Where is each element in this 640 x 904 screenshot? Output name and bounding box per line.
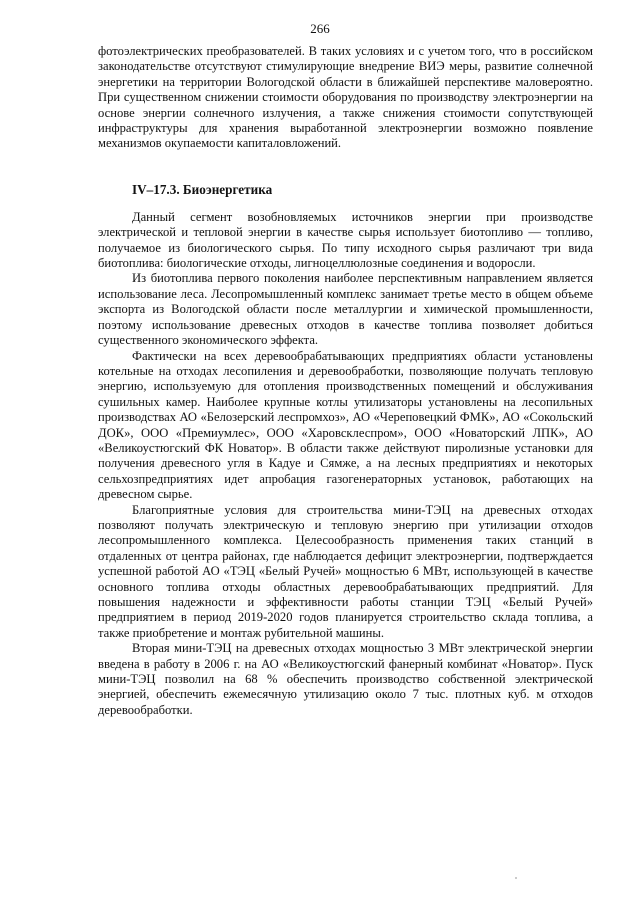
intro-paragraph: фотоэлектрических преобразователей. В таких условиях и с учетом того, что в российском законодательстве отсутствуют стимулирующие внедрение ВИЭ меры, развитие солнечной энергетики на территории Вологодской области в ближайшей перспективе маловероятно. При существенном снижении стоимости оборудования по производству электроэнергии на основе энергии солнечного излучения, а также снижения стоимости сопутствующей инфраструктуры для хранения выработанной электроэнергии возможно появление механизмов окупаемости капиталовложений. [98, 44, 593, 151]
section-heading [132, 182, 593, 198]
paragraph-boilers: Фактически на всех деревообрабатывающих предприятиях области установлены котельные на отходах лесопиления и деревообработки, позволяющие получать тепловую энергию, используемую для отопления производственных помещений и обслуживания сушильных камер. Наиболее крупные котлы утилизаторы установлены на лесопильных производствах АО «Белозерский леспромхоз», АО «Череповецкий ФМК», АО «Сокольский ДОК», ООО «Премиумлес», ООО «Харовсклеспром», ООО «Новаторский ЛПК», АО «Великоустюгский ФК Новатор». В области также действуют пиролизные установки для получения древесного угля в Кадуе и Сямже, а на лесных предприятиях и некоторых сельхозпредприятиях идет апробация газогенераторных установок, работающих на древесном сырье. [98, 348, 593, 502]
section-heading-text: IV–17.3. Биоэнергетика [132, 181, 273, 197]
scan-dot [515, 877, 517, 879]
paragraph-second-mini-chp: Вторая мини-ТЭЦ на древесных отходах мощностью 3 МВт электрической энергии введена в работу в 2006 г. на АО «Великоустюгский фанерный комбинат «Новатор». Пуск мини-ТЭЦ позволил на 68 % обеспечить производство собственной электрической энергией, обеспечить ежемесячную утилизацию около 7 тыс. плотных куб. м отходов деревообработки. [98, 641, 593, 717]
paragraph-forest-use: Из биотоплива первого поколения наиболее перспективным направлением является использование леса. Лесопромышленный комплекс занимает третье место в общем объеме экспорта из Вологодской области после металлургии и химической промышленности, поэтому использование древесных отходов в качестве топлива позволяет добиться существенного экономического эффекта. [98, 271, 593, 348]
page-number: 266 [310, 21, 330, 36]
document-body [98, 44, 593, 718]
paragraph-bioenergy-intro: Данный сегмент возобновляемых источников энергии при производстве электрической и тепловой энергии в качестве сырья использует биотопливо — топливо, получаемое из биологического сырья. По типу исходного сырья различают три вида биотоплива: биологические отходы, лигноцеллюлозные соединения и водоросли. [98, 209, 593, 271]
paragraph-mini-chp: Благоприятные условия для строительства мини-ТЭЦ на древесных отходах позволяют получать электрическую и тепловую энергию при утилизации отходов лесопромышленного комплекса. Целесообразность применения таких станций в отдаленных от центра районах, где наблюдается дефицит электроэнергии, подтверждается успешной работой АО «ТЭЦ «Белый Ручей» мощностью 6 МВт, использующей в качестве основного топлива отходы областных деревообрабатывающих предприятий. Для повышения надежности и эффективности работы станции ТЭЦ «Белый Ручей» предприятием в период 2019-2020 годов планируется строительство склада топлива, а также приобретение и монтаж рубительной машины. [98, 502, 593, 640]
